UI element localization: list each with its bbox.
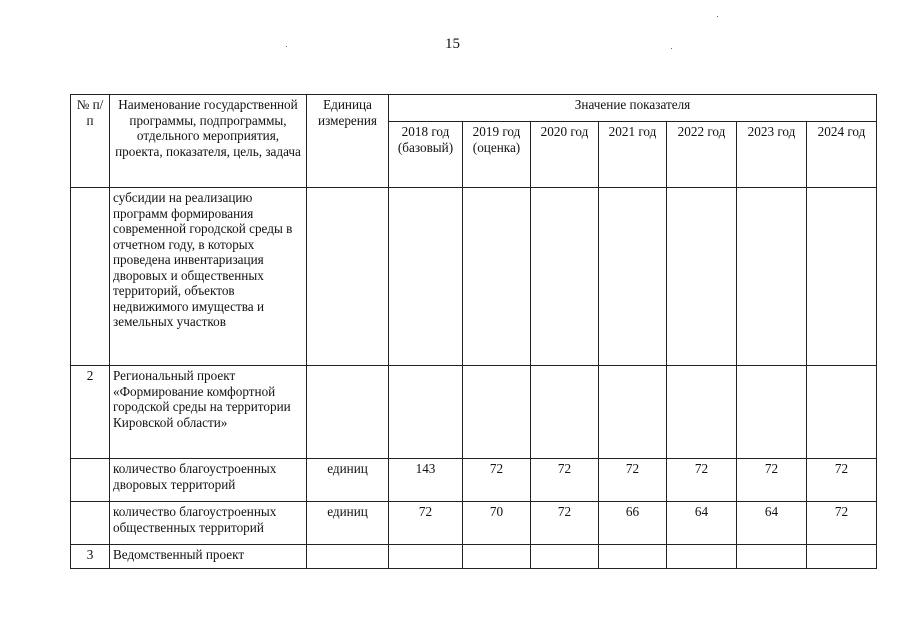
header-name: Наименование государственной программы, подпрограммы, отдельного мероприятия, проекта, показателя, цель, задача [110, 95, 307, 188]
header-year: 2022 год [667, 122, 737, 188]
row-value [737, 545, 807, 569]
header-year: 2019 год (оценка) [463, 122, 531, 188]
table-row [71, 366, 877, 459]
row-value: 72 [807, 459, 877, 502]
row-value: 72 [599, 459, 667, 502]
row-unit [307, 545, 389, 569]
table-row [71, 459, 877, 502]
header-num: № п/п [71, 95, 110, 188]
row-num: 3 [71, 545, 110, 569]
row-value [667, 366, 737, 459]
header-year: 2018 год (базовый) [389, 122, 463, 188]
row-value [807, 366, 877, 459]
row-value [807, 188, 877, 366]
row-value [463, 366, 531, 459]
row-value [599, 545, 667, 569]
header-year: 2023 год [737, 122, 807, 188]
row-value [667, 545, 737, 569]
row-name: количество благоустроенных дворовых территорий [110, 459, 307, 502]
row-unit [307, 366, 389, 459]
row-value [389, 545, 463, 569]
row-value [531, 188, 599, 366]
row-value: 66 [599, 502, 667, 545]
header-year: 2020 год [531, 122, 599, 188]
row-name: субсидии на реализацию программ формирования современной городской среды в отчетном году, в которых проведена инвентаризация дворовых и общественных территорий, объектов недвижимого имущества и земельных участков [110, 188, 307, 366]
row-num [71, 188, 110, 366]
row-value: 143 [389, 459, 463, 502]
row-value: 72 [389, 502, 463, 545]
header-value: Значение показателя [389, 95, 877, 122]
row-value [389, 366, 463, 459]
header-unit: Единица измерения [307, 95, 389, 188]
row-value [463, 188, 531, 366]
row-name: Региональный проект «Формирование комфортной городской среды на территории Кировской области» [110, 366, 307, 459]
header-row [71, 95, 877, 122]
row-value [599, 188, 667, 366]
row-value [807, 545, 877, 569]
row-unit: единиц [307, 459, 389, 502]
scan-speck [286, 46, 287, 47]
row-value [389, 188, 463, 366]
row-value: 72 [667, 459, 737, 502]
header-year: 2024 год [807, 122, 877, 188]
row-value: 72 [737, 459, 807, 502]
row-name: количество благоустроенных общественных территорий [110, 502, 307, 545]
indicators-table [70, 94, 877, 569]
table-row [71, 188, 877, 366]
scan-speck [671, 48, 672, 49]
row-value: 72 [531, 502, 599, 545]
scan-speck [717, 16, 718, 17]
row-value: 72 [531, 459, 599, 502]
row-num [71, 459, 110, 502]
table-row [71, 502, 877, 545]
page-number: 15 [445, 36, 460, 52]
header-year: 2021 год [599, 122, 667, 188]
row-value [737, 366, 807, 459]
row-value: 70 [463, 502, 531, 545]
row-unit [307, 188, 389, 366]
row-num: 2 [71, 366, 110, 459]
row-value: 64 [667, 502, 737, 545]
row-unit: единиц [307, 502, 389, 545]
row-value [737, 188, 807, 366]
row-name: Ведомственный проект [110, 545, 307, 569]
table-row [71, 545, 877, 569]
row-value [531, 366, 599, 459]
row-value [531, 545, 599, 569]
row-value: 72 [463, 459, 531, 502]
row-value [599, 366, 667, 459]
row-value: 64 [737, 502, 807, 545]
row-value [463, 545, 531, 569]
row-value [667, 188, 737, 366]
row-value: 72 [807, 502, 877, 545]
row-num [71, 502, 110, 545]
